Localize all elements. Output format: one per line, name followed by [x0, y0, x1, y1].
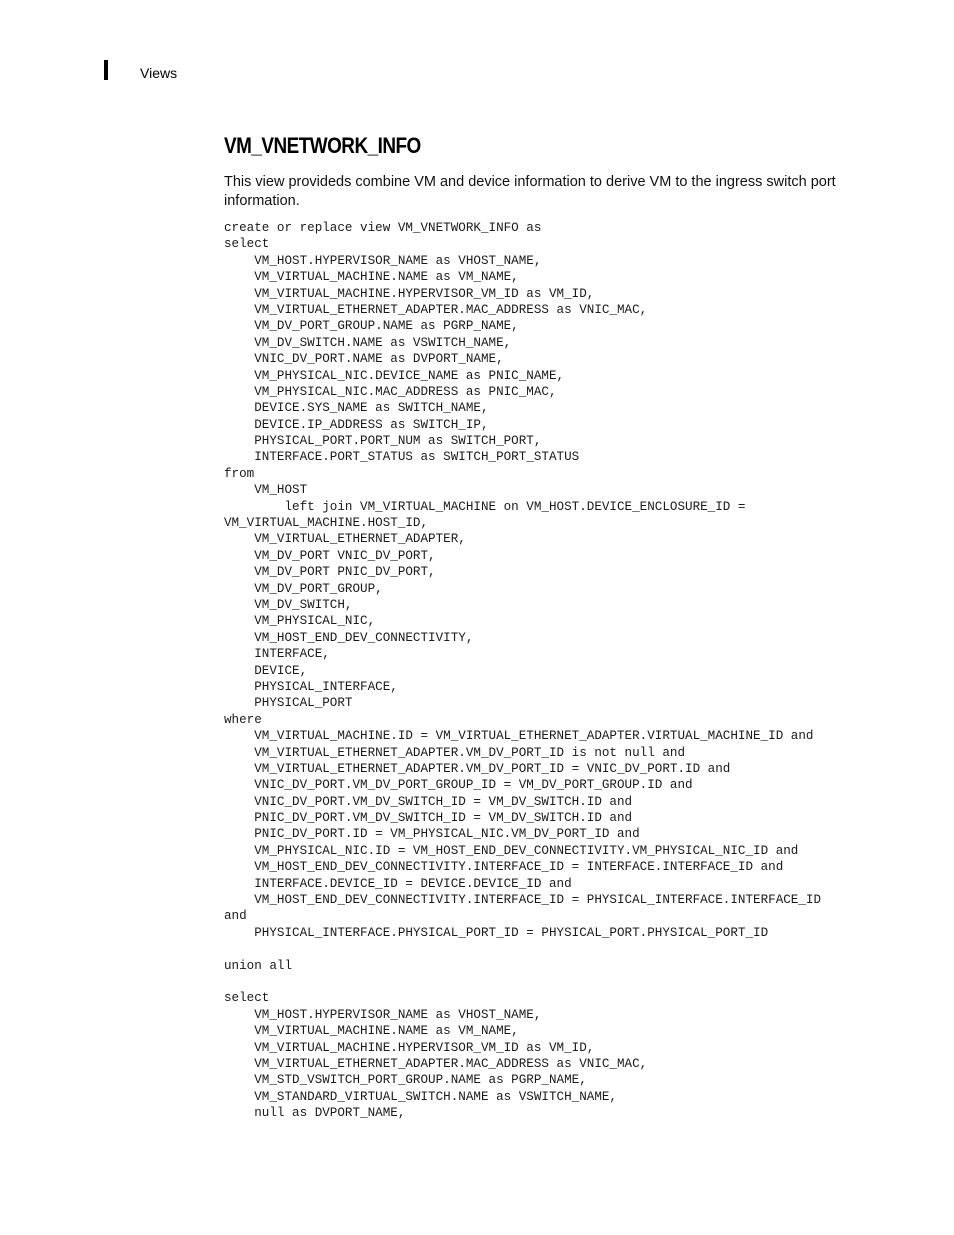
code-line: DEVICE, — [224, 663, 308, 678]
code-line: VM_HOST_END_DEV_CONNECTIVITY.INTERFACE_ID = PHYSICAL_INTERFACE.INTERFACE_ID — [224, 893, 822, 908]
code-line: VM_DV_SWITCH, — [224, 597, 353, 612]
code-line: PHYSICAL_INTERFACE, — [224, 679, 398, 694]
code-line: VM_VIRTUAL_MACHINE.HYPERVISOR_VM_ID as VM_ID, — [224, 286, 595, 301]
code-line: left join VM_VIRTUAL_MACHINE on VM_HOST.DEVICE_ENCLOSURE_ID = — [224, 499, 746, 514]
code-line: DEVICE.SYS_NAME as SWITCH_NAME, — [224, 401, 489, 416]
code-line: select — [224, 991, 270, 1006]
code-line: VM_VIRTUAL_MACHINE.HOST_ID, — [224, 516, 429, 531]
code-line: VM_DV_PORT PNIC_DV_PORT, — [224, 565, 436, 580]
code-line: VM_HOST.HYPERVISOR_NAME as VHOST_NAME, — [224, 1007, 542, 1022]
sql-code-block — [224, 220, 924, 1121]
code-line: VM_HOST.HYPERVISOR_NAME as VHOST_NAME, — [224, 253, 542, 268]
code-line: VM_DV_PORT VNIC_DV_PORT, — [224, 548, 436, 563]
code-line: VM_VIRTUAL_MACHINE.NAME as VM_NAME, — [224, 1024, 519, 1039]
code-line: VM_STD_VSWITCH_PORT_GROUP.NAME as PGRP_NAME, — [224, 1073, 587, 1088]
code-line: VM_DV_PORT_GROUP, — [224, 581, 383, 596]
code-line: VNIC_DV_PORT.VM_DV_PORT_GROUP_ID = VM_DV_PORT_GROUP.ID and — [224, 778, 693, 793]
code-line: create or replace view VM_VNETWORK_INFO as — [224, 221, 542, 235]
code-line: VNIC_DV_PORT.VM_DV_SWITCH_ID = VM_DV_SWITCH.ID and — [224, 794, 633, 809]
code-line: VM_STANDARD_VIRTUAL_SWITCH.NAME as VSWITCH_NAME, — [224, 1089, 617, 1104]
code-line: VM_HOST_END_DEV_CONNECTIVITY, — [224, 630, 474, 645]
code-line: PHYSICAL_PORT.PORT_NUM as SWITCH_PORT, — [224, 434, 542, 449]
code-line: INTERFACE, — [224, 647, 330, 662]
header-marker-bar — [104, 60, 108, 80]
code-line: VM_VIRTUAL_ETHERNET_ADAPTER.VM_DV_PORT_ID is not null and — [224, 745, 686, 760]
code-line: from — [224, 466, 255, 481]
code-line: PNIC_DV_PORT.VM_DV_SWITCH_ID = VM_DV_SWITCH.ID and — [224, 811, 633, 826]
code-line: VNIC_DV_PORT.NAME as DVPORT_NAME, — [224, 352, 504, 367]
code-line: VM_DV_SWITCH.NAME as VSWITCH_NAME, — [224, 335, 512, 350]
code-line: where — [224, 712, 262, 727]
view-title: VM_VNETWORK_INFO — [224, 133, 421, 158]
code-line: VM_VIRTUAL_ETHERNET_ADAPTER.MAC_ADDRESS as VNIC_MAC, — [224, 1056, 648, 1071]
code-line — [224, 974, 924, 990]
code-line: DEVICE.IP_ADDRESS as SWITCH_IP, — [224, 417, 489, 432]
code-line: VM_VIRTUAL_MACHINE.ID = VM_VIRTUAL_ETHERNET_ADAPTER.VIRTUAL_MACHINE_ID and — [224, 729, 814, 744]
code-line: VM_PHYSICAL_NIC, — [224, 614, 376, 629]
code-line: PHYSICAL_PORT — [224, 696, 353, 711]
code-line: null as DVPORT_NAME, — [224, 1106, 406, 1121]
code-line: VM_PHYSICAL_NIC.ID = VM_HOST_END_DEV_CONNECTIVITY.VM_PHYSICAL_NIC_ID and — [224, 843, 799, 858]
code-line: select — [224, 237, 270, 252]
code-line: union all — [224, 958, 293, 973]
view-description: This view provideds combine VM and device information to derive VM to the ingress switch port information. — [224, 174, 836, 209]
code-line: VM_DV_PORT_GROUP.NAME as PGRP_NAME, — [224, 319, 519, 334]
code-line: VM_PHYSICAL_NIC.MAC_ADDRESS as PNIC_MAC, — [224, 384, 557, 399]
code-line: INTERFACE.DEVICE_ID = DEVICE.DEVICE_ID and — [224, 876, 572, 891]
code-line: and — [224, 909, 247, 924]
code-line: VM_VIRTUAL_ETHERNET_ADAPTER.MAC_ADDRESS as VNIC_MAC, — [224, 302, 648, 317]
code-line: VM_VIRTUAL_MACHINE.HYPERVISOR_VM_ID as VM_ID, — [224, 1040, 595, 1055]
code-line: INTERFACE.PORT_STATUS as SWITCH_PORT_STATUS — [224, 450, 580, 465]
code-line: VM_VIRTUAL_ETHERNET_ADAPTER.VM_DV_PORT_ID = VNIC_DV_PORT.ID and — [224, 761, 731, 776]
code-line: VM_HOST — [224, 483, 308, 498]
code-line: VM_HOST_END_DEV_CONNECTIVITY.INTERFACE_ID = INTERFACE.INTERFACE_ID and — [224, 860, 784, 875]
running-header-label: Views — [140, 65, 178, 81]
code-line: VM_VIRTUAL_MACHINE.NAME as VM_NAME, — [224, 270, 519, 285]
code-line: VM_VIRTUAL_ETHERNET_ADAPTER, — [224, 532, 466, 547]
code-line: PHYSICAL_INTERFACE.PHYSICAL_PORT_ID = PHYSICAL_PORT.PHYSICAL_PORT_ID — [224, 925, 769, 940]
code-line — [224, 941, 924, 957]
code-line: PNIC_DV_PORT.ID = VM_PHYSICAL_NIC.VM_DV_PORT_ID and — [224, 827, 640, 842]
code-line: VM_PHYSICAL_NIC.DEVICE_NAME as PNIC_NAME, — [224, 368, 565, 383]
